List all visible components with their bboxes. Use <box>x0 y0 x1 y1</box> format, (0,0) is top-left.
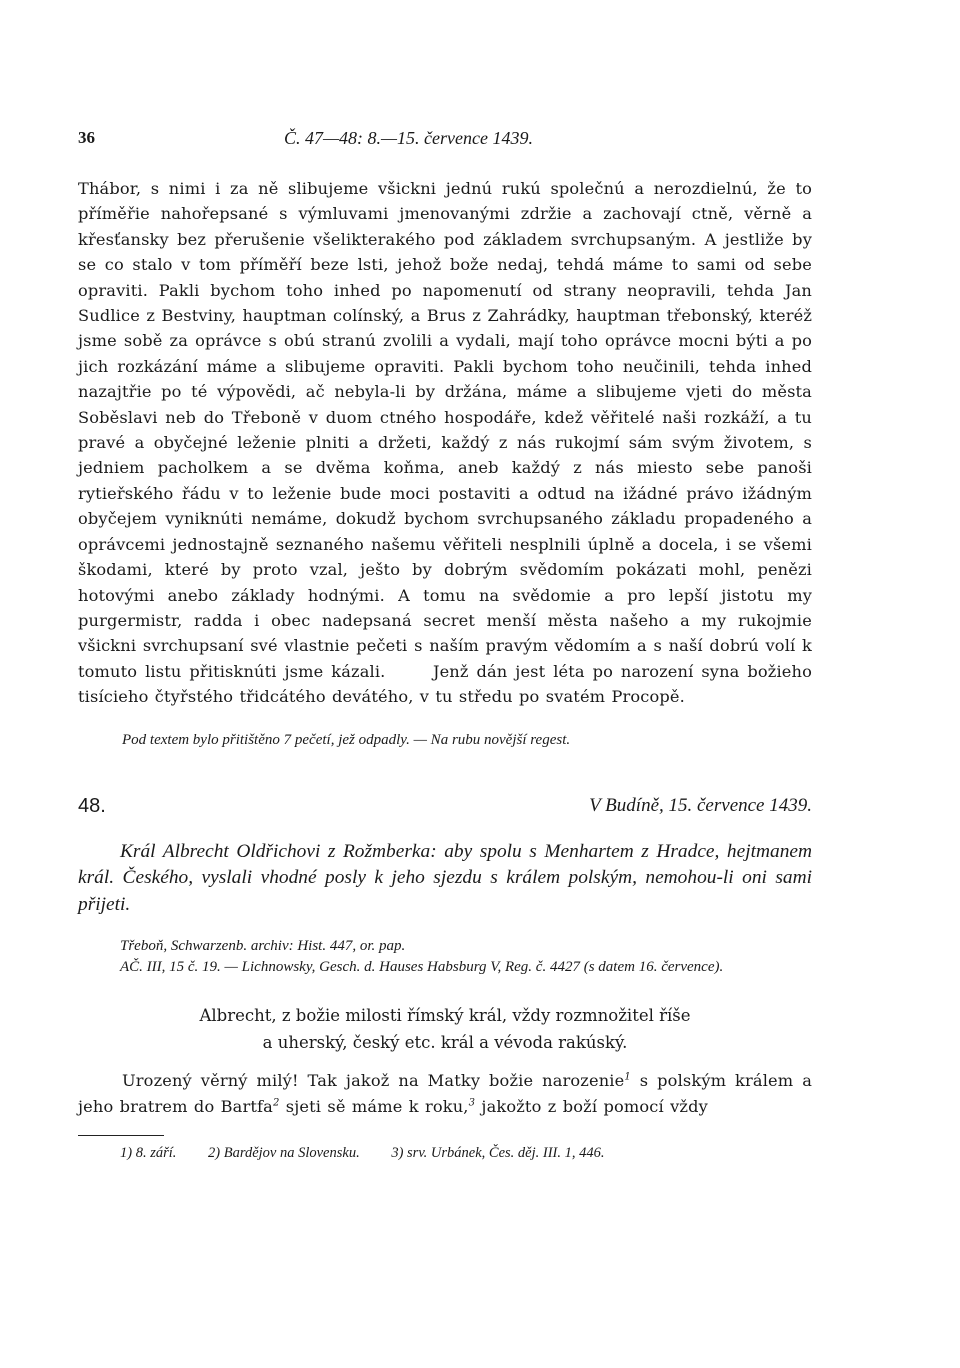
running-head <box>78 128 812 154</box>
document-place-date: V Budíně, 15. července 1439. <box>589 794 812 816</box>
letter-text-4: jakožto z boží pomocí vždy <box>475 1096 708 1116</box>
document-47-body: Thábor, s nimi i za ně slibujeme všickni jednú rukú společnú a nerozdielnú, že to příměřie nahořepsané s výmluvami jmenovanými zdržie a zachovají ctně, věrně a křesťansky bez přerušenie všelikterakého pod základem svrchupsaným. A jestliže by se co stalo v tom příměří beze lsti, jehož bože nedaj, tehdá máme to sami od sebe opraviti. Pakli bychom toho inhed po napomenutí od strany neopravili, tehda Jan Sudlice z Bestviny, hauptman colínský, a Brus z Zahrádky, hauptman třebonský, kteréž jsme sobě za oprávce s obú stranú zvolili a vydali, mají toho oprávce mocni býti a po jich rozkázání máme a slibujeme opraviti. Pakli bychom toho neučinili, tehda inhed nazajtřie po té výpovědi, ač nebyla-li by držána, máme a slibujeme vjeti do města Soběslavi neb do Třeboně v duom ctného hospodáře, kdež věřitelé naši rozkáží, a tu pravé a obyčejné leženie plniti a držeti, každý z nás rukojmí sám svým životem, s jedniem pacholkem a se dvěma koňma, aneb každý z nás miesto sebe panoši rytieřského řádu v to leženie bude moci postaviti a odtud na ižádné právo ižádným obyčejem vyniknúti nemáme, dokudž bychom svrchupsaného základu propadeného a oprávcemi jednostajně seznaného našemu věřiteli nesplnili úplně a docela, i se všemi škodami, které by proto vzal, ješto by dobrým svědomím pokázati mohl, penězi hotovými anebo základy hodnými. A tomu na svědomie a pro lepší jistotu my purgermistr, radda i obec nadepsaná secret menší města našeho a my rukojmie všickni svrchupsaní své vlastnie pečeti s naším pravým vědomím a s naší dobrú volí k tomuto listu přitisknúti jsme kázali. <box>78 179 812 681</box>
page-number: 36 <box>78 128 95 147</box>
letter-text-3: sjeti sě máme k roku, <box>279 1096 469 1116</box>
footnote-2: 2) Bardějov na Slovensku. <box>208 1145 360 1162</box>
document-47-text <box>78 176 812 710</box>
letter-text-2: s polským králem a jeho bratrem do Bartfa <box>78 1071 812 1116</box>
footnote-mark-2: 2 <box>272 1097 280 1109</box>
footnote-1: 1) 8. září. <box>120 1145 177 1162</box>
footnotes <box>78 1145 812 1162</box>
source-editions: AČ. III, 15 č. 19. — Lichnowsky, Gesch. d. Hauses Habsburg V, Reg. č. 4427 (s datem 16. července). <box>120 959 724 976</box>
document-48-header <box>78 795 812 825</box>
footnote-mark-1: 1 <box>624 1071 631 1083</box>
document-47-dating: Jenž dán jest léta po narození syna božieho tisícieho čtyřstého třidcátého devátého, v tu středu po svatém Procopě. <box>78 661 812 707</box>
page <box>78 128 812 1162</box>
footnote-3: 3) srv. Urbánek, Čes. děj. III. 1, 446. <box>391 1145 605 1162</box>
salutation-line-2: a uherský, český etc. král a vévoda rakúský. <box>262 1033 628 1053</box>
document-number: 48. <box>78 794 106 817</box>
footnote-mark-3: 3 <box>468 1097 476 1109</box>
footnote-rule <box>78 1135 164 1136</box>
source-archive: Třeboň, Schwarzenb. archiv: Hist. 447, or. pap. <box>120 938 406 955</box>
seal-note: Pod textem bylo přitištěno 7 pečetí, jež odpadly. — Na rubu novější regest. <box>122 731 571 748</box>
source-notes <box>78 936 812 978</box>
salutation-line-1: Albrecht, z božie milosti římský král, vždy rozmnožitel říše <box>199 1006 691 1026</box>
document-48-regest: Král Albrecht Oldřichovi z Rožmberka: aby spolu s Menhartem z Hradce, hejtmanem král. Českého, vyslali vhodné posly k jeho sjezdu s králem polským, nemohou-li oni sami přijeti. <box>78 840 812 915</box>
running-head-date: Č. 47—48: 8.—15. července 1439. <box>284 128 533 148</box>
document-48-body <box>78 1068 812 1119</box>
letter-text-1: Urozený věrný milý! Tak jakož na Matky božie narozenie <box>122 1071 625 1091</box>
salutation <box>78 1002 812 1056</box>
